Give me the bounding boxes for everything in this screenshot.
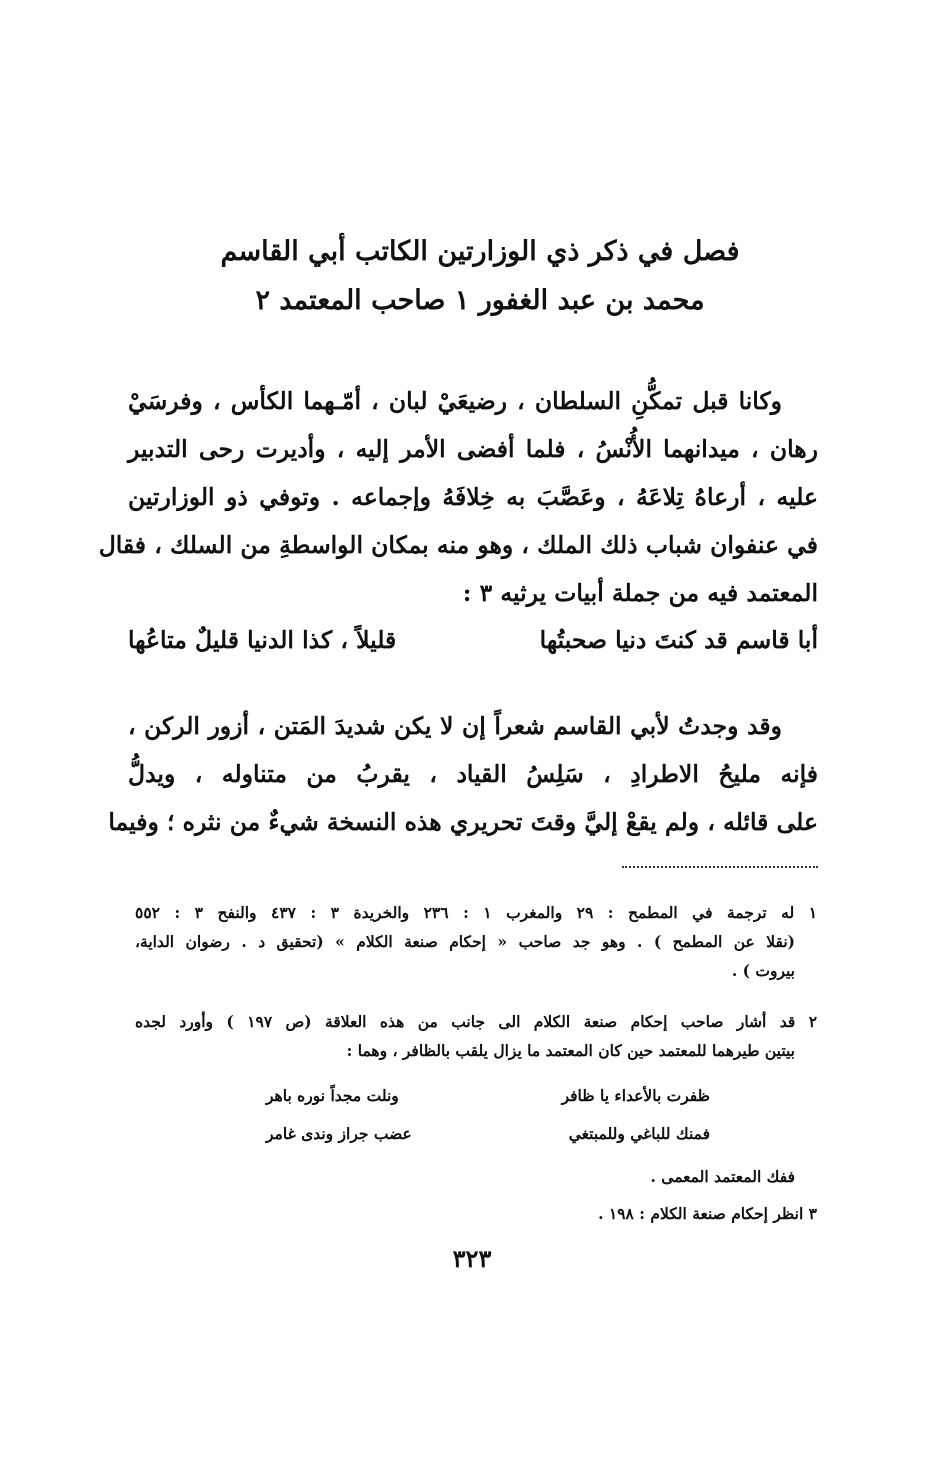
paragraph-1-line: عليه ، أرعاهُ تِلاعَهُ ، وعَصَّبَ به خِلافَهُ وإجماعه . وتوفي ذو الوزارتين bbox=[128, 483, 818, 511]
paragraph-1-line: المعتمد فيه من جملة أبيات يرثيه ٣ : bbox=[462, 579, 818, 607]
paragraph-1-line: رهان ، ميدانهما الأُنْسُ ، فلما أفضى الأمر إليه ، وأديرت رحى التدبير bbox=[128, 435, 818, 463]
footnote-3: ٣ انظر إحكام صنعة الكلام : ١٩٨ . bbox=[598, 1204, 817, 1223]
poem-verse bbox=[128, 626, 818, 674]
page-number: ٣٢٣ bbox=[452, 1244, 492, 1273]
paragraph-2-line: على قائله ، ولم يقعْ إليَّ وقتَ تحريري هذه النسخة شيءٌ من نثره ؛ وفيما bbox=[108, 808, 818, 836]
footnote-verse-hemistich: ونلت مجداً نوره باهر bbox=[266, 1086, 399, 1105]
footnote-verse-2 bbox=[266, 1124, 710, 1154]
footnote-verse-hemistich: فمنك للباغي وللمبتغي bbox=[568, 1124, 710, 1143]
footnote-verse-hemistich: ظفرت بالأعداء يا ظافر bbox=[561, 1086, 710, 1105]
paragraph-1-line: وكانا قبل تمكُّنِ السلطان ، رضيعَيْ لبان ، أمّـهما الكأس ، وفرسَيْ bbox=[128, 387, 783, 415]
footnote-verse-1 bbox=[266, 1086, 710, 1116]
footnote-line: ٢ قد أشار صاحب إحكام صنعة الكلام الى جانب من هذه العلاقة (ص ١٩٧ ) وأورد لجده bbox=[135, 1012, 818, 1031]
footnote-line: (نقلا عن المطمح ) . وهو جد صاحب « إحكام صنعة الكلام » (تحقيق د . رضوان الداية، bbox=[135, 932, 795, 951]
footnote-verse-hemistich: عضب جراز وندى غامر bbox=[266, 1124, 412, 1143]
verse-second-hemistich: قليلاً ، كذا الدنيا قليلٌ متاعُها bbox=[128, 626, 397, 654]
footnote-line: بيتين طيرهما للمعتمد حين كان المعتمد ما يزال يلقب بالظافر ، وهما : bbox=[346, 1041, 795, 1060]
paragraph-1 bbox=[98, 377, 818, 617]
footnote-separator bbox=[622, 866, 818, 868]
verse-first-hemistich: أبا قاسم قد كنتَ دنيا صحبتُها bbox=[539, 626, 818, 654]
footnote-1 bbox=[135, 898, 817, 985]
paragraph-2 bbox=[108, 702, 818, 846]
paragraph-1-line: في عنفوان شباب ذلك الملك ، وهو منه بمكان الواسطةِ من السلك ، فقال bbox=[98, 531, 818, 559]
paragraph-2-line: فإنه مليحُ الاطرادِ ، سَلِسُ القياد ، يقربُ من متناوله ، ويدلُّ bbox=[128, 760, 818, 788]
footnote-2 bbox=[135, 1007, 817, 1065]
footnote-line: بيروت ) . bbox=[731, 961, 795, 980]
footnote-line: ١ له ترجمة في المطمح : ٢٩ والمغرب ١ : ٢٣٦ والخريدة ٣ : ٤٣٧ والنفح ٣ : ٥٥٢ bbox=[135, 903, 818, 922]
chapter-heading-line-1: فصل في ذكر ذي الوزارتين الكاتب أبي القاسم bbox=[220, 236, 740, 267]
paragraph-2-line: وقد وجدتُ لأبي القاسم شعراً إن لا يكن شديدَ المَتن ، أزور الركن ، bbox=[128, 712, 782, 740]
chapter-heading-line-2: محمد بن عبد الغفور ١ صاحب المعتمد ٢ bbox=[255, 285, 705, 316]
footnote-2-tail: ففك المعتمد المعمى . bbox=[650, 1167, 795, 1186]
